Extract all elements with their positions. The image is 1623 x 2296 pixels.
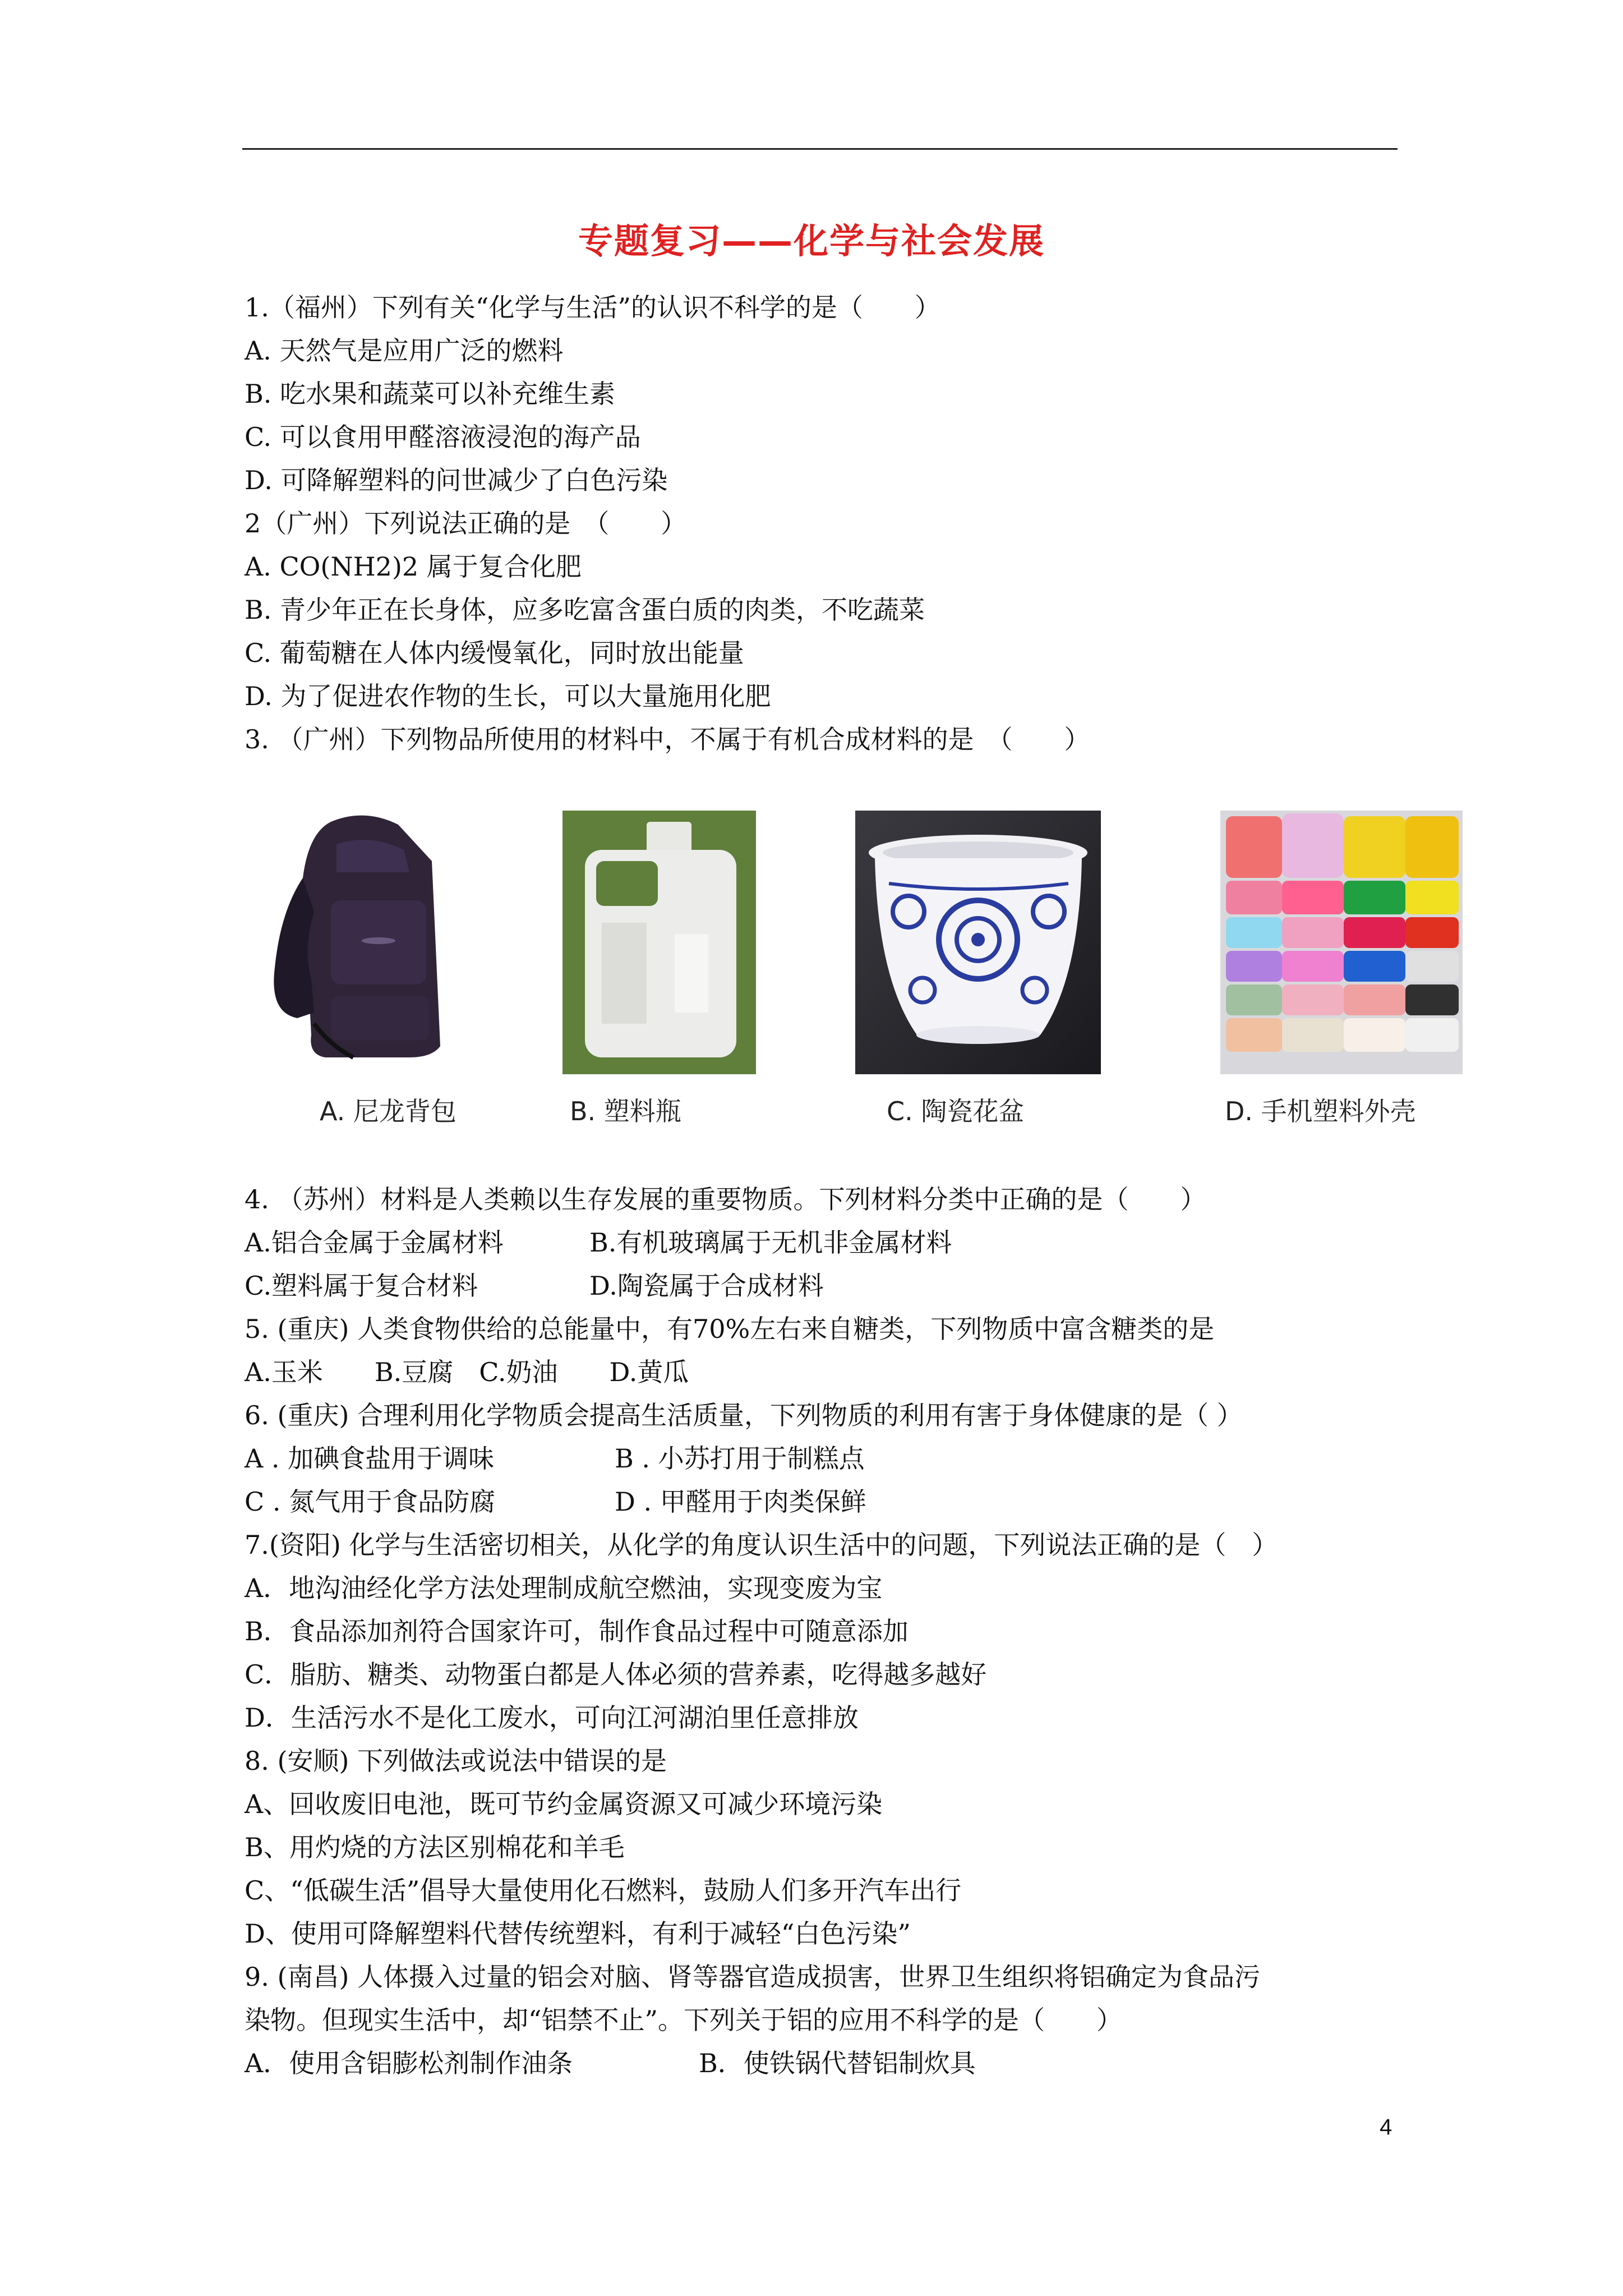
- q6-option-a: A . 加碘食盐用于调味: [245, 1443, 495, 1474]
- q8-option-d: D、使用可降解塑料代替传统塑料，有利于减轻“白色污染”: [245, 1918, 911, 1949]
- q7-option-d: D．生活污水不是化工废水，可向江河湖泊里任意排放: [245, 1703, 859, 1733]
- q4-option-d: D.陶瓷属于合成材料: [589, 1271, 824, 1301]
- q8-option-c: C、“低碳生活”倡导大量使用化石燃料，鼓励人们多开汽车出行: [245, 1875, 962, 1906]
- q1-option-a: A. 天然气是应用广泛的燃料: [245, 335, 564, 366]
- q3-caption-d: D. 手机塑料外壳: [1225, 1096, 1416, 1126]
- porcelain-pot-image: [855, 811, 1101, 1074]
- q2-option-c: C. 葡萄糖在人体内缓慢氧化，同时放出能量: [245, 638, 744, 668]
- question-list: [245, 286, 1416, 2085]
- q2-stem: 2（广州）下列说法正确的是 （ ）: [245, 508, 687, 539]
- q4-options-row2: [245, 1264, 1400, 1308]
- q7-option-c: C．脂肪、糖类、动物蛋白都是人体必须的营养素，吃得越多越好: [245, 1659, 987, 1690]
- q6-option-d: D . 甲醛用于肉类保鲜: [615, 1487, 866, 1517]
- q1-stem: 1.（福州）下列有关“化学与生活”的认识不科学的是（ ）: [245, 292, 940, 323]
- q9-options-row1: [245, 2042, 1400, 2085]
- q8-option-a: A、回收废旧电池，既可节约金属资源又可减少环境污染: [245, 1789, 883, 1819]
- q7-option-a: A．地沟油经化学方法处理制成航空燃油，实现变废为宝: [245, 1573, 883, 1603]
- q6-stem: 6. (重庆) 合理利用化学物质会提高生活质量，下列物质的利用有害于身体健康的是（ ）: [245, 1400, 1243, 1430]
- q3-caption-a: A. 尼龙背包: [320, 1096, 457, 1126]
- q8-option-b: B、用灼烧的方法区别棉花和羊毛: [245, 1832, 625, 1862]
- q2-option-a: A. CO(NH2)2 属于复合化肥: [245, 551, 582, 582]
- backpack-image: [264, 811, 465, 1074]
- q7-stem: 7.(资阳) 化学与生活密切相关，从化学的角度认识生活中的问题，下列说法正确的是（ ）: [245, 1530, 1278, 1560]
- q9-option-a: A．使用含铝膨松剂制作油条: [245, 2048, 573, 2078]
- q1-option-b: B. 吃水果和蔬菜可以补充维生素: [245, 379, 616, 409]
- q4-stem: 4. （苏州）材料是人类赖以生存发展的重要物质。下列材料分类中正确的是（ ）: [245, 1184, 1206, 1214]
- q4-option-c: C.塑料属于复合材料: [245, 1271, 478, 1301]
- q2-option-b: B. 青少年正在长身体，应多吃富含蛋白质的肉类，不吃蔬菜: [245, 595, 925, 625]
- q9-stem-line2: 染物。但现实生活中，却“铝禁不止”。下列关于铝的应用不科学的是（ ）: [245, 2005, 1123, 2035]
- q3-caption-c: C. 陶瓷花盆: [887, 1096, 1025, 1126]
- page-number: 4: [1380, 2115, 1393, 2139]
- q5-stem: 5. (重庆) 人类食物供给的总能量中，有70%左右来自糖类，下列物质中富含糖类的是: [245, 1314, 1215, 1344]
- phone-cases-image: [1220, 811, 1463, 1074]
- q8-stem: 8. (安顺) 下列做法或说法中错误的是: [245, 1746, 667, 1776]
- q2-option-d: D. 为了促进农作物的生长，可以大量施用化肥: [245, 681, 771, 711]
- plastic-jug-image: [562, 811, 756, 1074]
- q6-options-row2: [245, 1480, 1400, 1524]
- q9-option-b: B．使铁锅代替铝制炊具: [699, 2048, 976, 2078]
- q4-options-row1: [245, 1221, 1400, 1264]
- page-title: 专题复习——化学与社会发展: [578, 220, 1045, 261]
- q3-stem: 3. （广州）下列物品所使用的材料中，不属于有机合成材料的是 （ ）: [245, 724, 1090, 754]
- q9-stem-line1: 9. (南昌) 人体摄入过量的铝会对脑、肾等器官造成损害，世界卫生组织将铝确定为食品污: [245, 1962, 1261, 1992]
- q3-caption-b: B. 塑料瓶: [570, 1096, 681, 1126]
- q4-option-b: B.有机玻璃属于无机非金属材料: [589, 1227, 952, 1258]
- q1-option-d: D. 可降解塑料的问世减少了白色污染: [245, 465, 668, 495]
- q3-figures: [245, 811, 1416, 1144]
- q6-option-b: B . 小苏打用于制糕点: [615, 1443, 865, 1474]
- q5-options: A.玉米 B.豆腐 C.奶油 D.黄瓜: [245, 1357, 689, 1387]
- q7-option-b: B．食品添加剂符合国家许可，制作食品过程中可随意添加: [245, 1616, 909, 1646]
- header-rule: [242, 148, 1398, 150]
- q6-option-c: C . 氮气用于食品防腐: [245, 1487, 496, 1517]
- q1-option-c: C. 可以食用甲醛溶液浸泡的海产品: [245, 422, 641, 452]
- q6-options-row1: [245, 1437, 1400, 1480]
- q4-option-a: A.铝合金属于金属材料: [245, 1227, 504, 1258]
